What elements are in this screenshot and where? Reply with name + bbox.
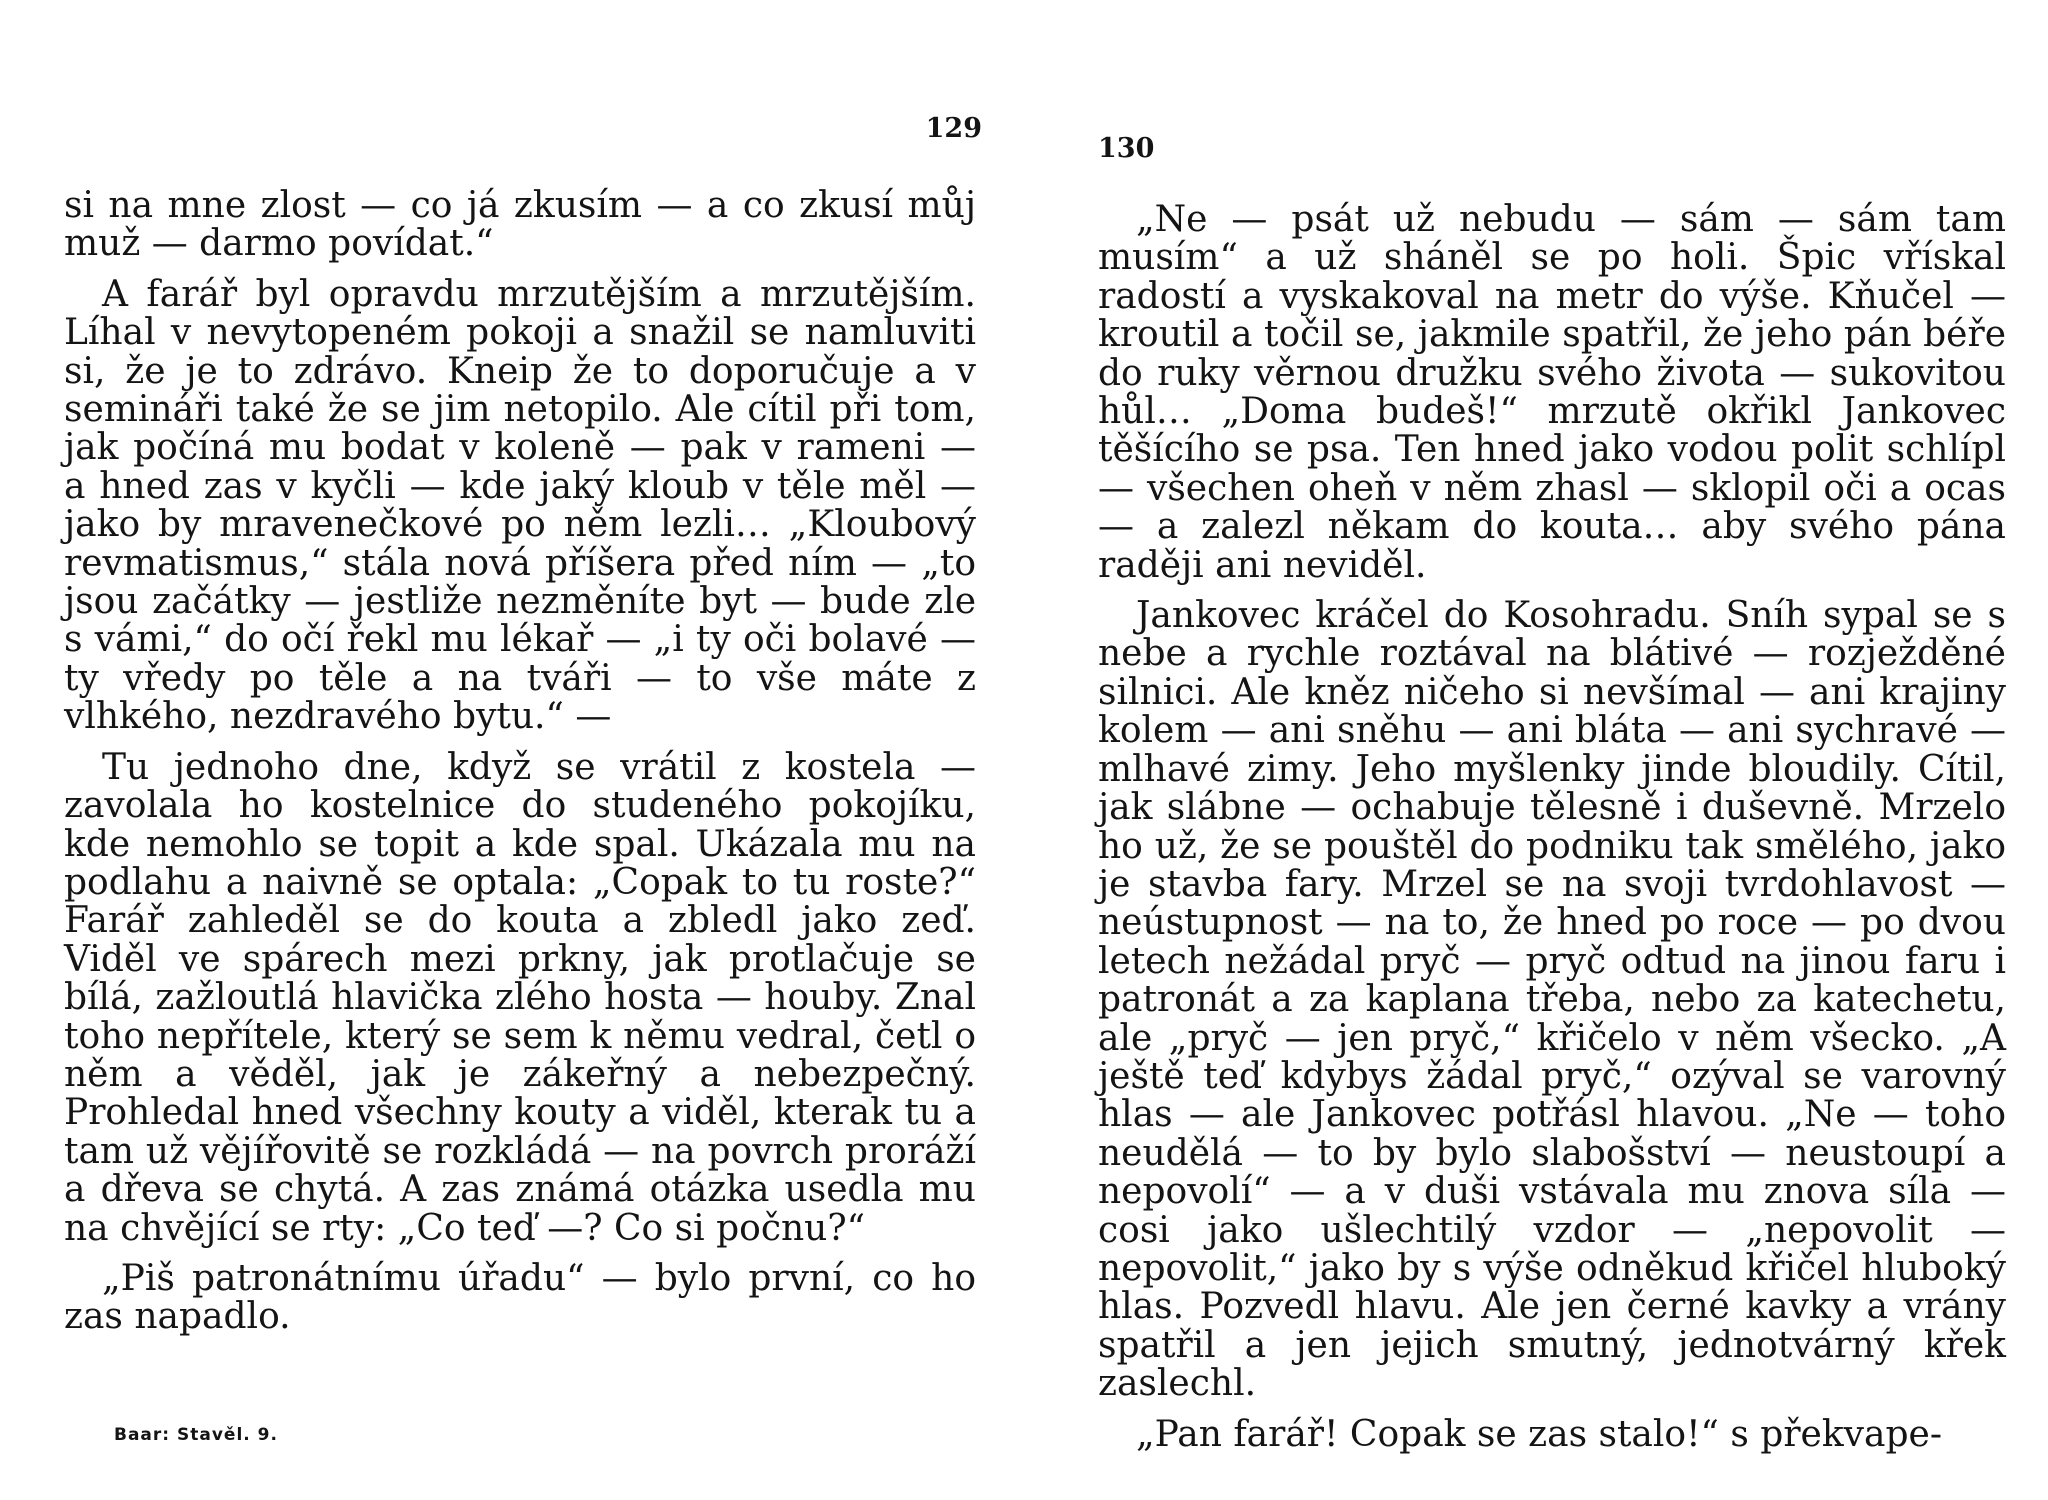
left-paragraph-2: A farář byl opravdu mrzutějším a mrzutějším. Líhal v nevytopeném pokoji a snažil se namluviti si, že je to zdrávo. Kneip že to doporučuje a v semináři také že se jim netopilo. Ale cítil při tom, jak počíná mu bodat v koleně — pak v rameni — a hned zas v kyčli — kde jaký kloub v těle měl — jako by mravenečkové po něm lezli… „Kloubový revmatismus,“ stála nová příšera před ním — „to jsou začátky — jestliže nezměníte byt — bude zle s vámi,“ do očí řekl mu lékař — „i ty oči bolavé — ty vředy po těle a na tváři — to vše máte z vlhkého, nezdravého bytu.“ — bbox=[64, 273, 976, 738]
right-paragraph-3: „Pan farář! Copak se zas stalo!“ s překvape- bbox=[1136, 1413, 1942, 1455]
right-page bbox=[1098, 0, 2006, 1500]
left-page-text bbox=[64, 187, 976, 1349]
right-page-number: 130 bbox=[1098, 133, 1155, 164]
left-paragraph-3: Tu jednoho dne, když se vrátil z kostela — zavolala ho kostelnice do studeného pokojíku, kde nemohlo se topit a kde spal. Ukázala mu na podlahu a naivně se optala: „Copak to tu roste?“ Farář zahleděl se do kouta a zbledl jako zeď. Viděl ve spárech mezi prkny, jak protlačuje se bílá, zažloutlá hlavička zlého hosta — houby. Znal toho nepřítele, který se sem k němu vedral, četl o něm a věděl, jak je zákeřný a nebezpečný. Prohledal hned všechny kouty a viděl, kterak tu a tam už vějířovitě se rozkládá — na povrch proráží a dřeva se chytá. A zas známá otázka usedla mu na chvějící se rty: „Co teď —? Co si počnu?“ bbox=[64, 746, 976, 1249]
left-paragraph-4: „Piš patronátnímu úřadu“ — bylo první, co ho zas napadlo. bbox=[64, 1257, 976, 1338]
left-page-number: 129 bbox=[925, 113, 982, 144]
left-page bbox=[64, 0, 982, 1500]
right-paragraph-1: „Ne — psát už nebudu — sám — sám tam musím“ a už sháněl se po holi. Špic vřískal radostí a vyskakoval na metr do výše. Kňučel — kroutil a točil se, jakmile spatřil, že jeho pán béře do ruky věrnou družku svého života — sukovitou hůl… „Doma budeš!“ mrzutě okřikl Jankovec těšícího se psa. Ten hned jako vodou polit schlípl — všechen oheň v něm zhasl — sklopil oči a ocas — a zalezl někam do kouta… aby svého pána raději ani neviděl. bbox=[1098, 199, 2006, 586]
left-paragraph-1: si na mne zlost — co já zkusím — a co zkusí můj muž — darmo povídat.“ bbox=[64, 185, 976, 265]
printer-signature: Baar: Stavěl. 9. bbox=[114, 1425, 278, 1445]
right-page-text bbox=[1098, 201, 2006, 1466]
right-paragraph-2: Jankovec kráčel do Kosohradu. Sníh sypal se s nebe a rychle roztával na blátivé — rozježděné silnici. Ale kněz ničeho si nevšímal — ani krajiny kolem — ani sněhu — ani bláta — ani sychravé — mlhavé zimy. Jeho myšlenky jinde bloudily. Cítil, jak slábne — ochabuje tělesně i duševně. Mrzelo ho už, že se pouštěl do podniku tak smělého, jako je stavba fary. Mrzel se na svoji tvrdohlavost — neústupnost — na to, že hned po roce — po dvou letech nežádal pryč — pryč odtud na jinou faru i patronát a za kaplana třeba, nebo za katechetu, ale „pryč — jen pryč,“ křičelo v něm všecko. „A ještě teď kdybys žádal pryč,“ ozýval se varovný hlas — ale Jankovec potřásl hlavou. „Ne — toho neudělá — to by bylo slabošství — neustoupí a nepovolí“ — a v duši vstávala mu znova síla — cosi jako ušlechtilý vzdor — „nepovolit — nepovolit,“ jako by s výše odněkud křičel hluboký hlas. Pozvedl hlavu. Ale jen černé kavky a vrány spatřil a jen jejich smutný, jednotvárný křek zaslechl. bbox=[1098, 595, 2006, 1405]
